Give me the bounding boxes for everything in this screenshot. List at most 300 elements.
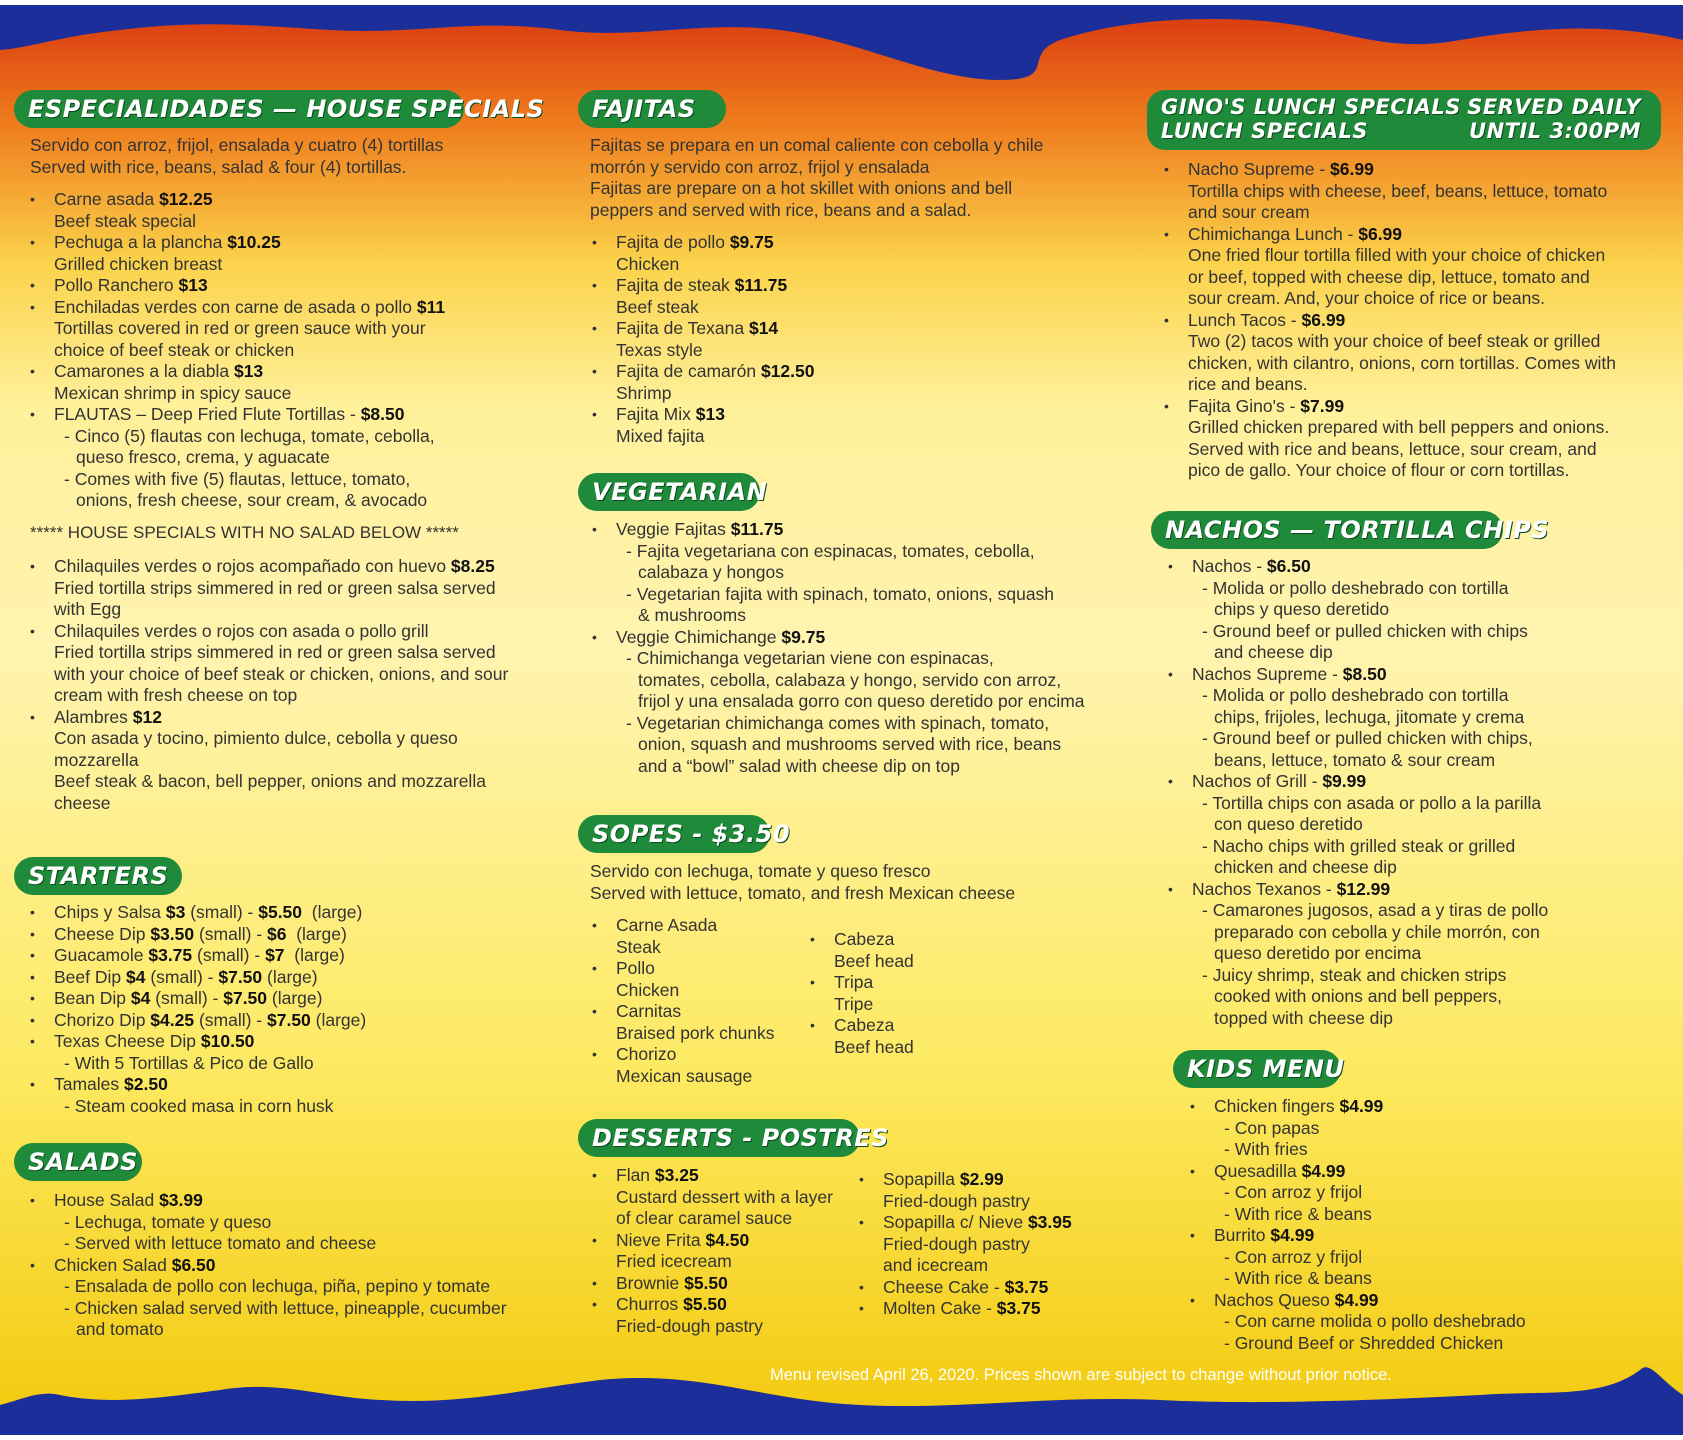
house-specials-heading: ESPECIALIDADES — HOUSE SPECIALS <box>14 90 464 128</box>
item-description: Braised pork chunks <box>616 1022 775 1043</box>
item-description: queso fresco, crema, y aguacate <box>76 447 330 467</box>
item-price: $6.99 <box>1358 223 1403 244</box>
intro-line: Servido con lechuga, tomate y queso fresco <box>590 861 931 881</box>
menu-item <box>857 1212 1117 1277</box>
item-name: Burrito <box>1214 1225 1271 1245</box>
item-description: choice of beef steak or chicken <box>54 339 295 360</box>
salads-list <box>28 1190 548 1341</box>
menu-item <box>28 1255 548 1341</box>
item-description: - Fajita vegetariana con espinacas, tomates, cebolla, <box>626 540 1035 561</box>
item-price: $4.50 <box>705 1229 750 1250</box>
item-description: Mexican shrimp in spicy sauce <box>54 382 292 403</box>
item-name: (large) <box>267 988 323 1008</box>
item-name: Molten Cake - <box>883 1298 997 1318</box>
starters-list <box>28 902 548 1117</box>
item-price: $7.50 <box>267 1009 311 1030</box>
item-price: $5.50 <box>258 902 303 922</box>
menu-item <box>28 988 548 1010</box>
item-name: Carnitas <box>616 1001 682 1021</box>
item-name: (large) <box>284 945 345 965</box>
item-name: Veggie Chimichange <box>616 626 782 647</box>
item-description: & mushrooms <box>638 605 746 625</box>
menu-item <box>28 924 548 946</box>
item-price: $3.75 <box>148 945 193 965</box>
item-price: $6.50 <box>1266 556 1311 576</box>
item-price: $13 <box>695 404 725 424</box>
item-description: chicken and cheese dip <box>1214 857 1397 877</box>
item-description: - Nacho chips with grilled steak or grilled <box>1202 835 1516 856</box>
item-name: Nachos Queso <box>1214 1289 1335 1310</box>
item-description: and a “bowl” salad with cheese dip on top <box>638 755 961 776</box>
menu-footer-note: Menu revised April 26, 2020. Prices shown are subject to change without prior notice. <box>770 1366 1392 1384</box>
item-price: $10.50 <box>200 1031 255 1051</box>
item-name: Chorizo Dip <box>54 1009 151 1030</box>
menu-item <box>28 556 548 621</box>
menu-item <box>1166 664 1666 772</box>
item-name: Veggie Fajitas <box>616 519 731 539</box>
item-name: (large) <box>262 966 318 987</box>
item-description: Beef steak special <box>54 210 197 231</box>
nachos-list <box>1166 556 1666 1029</box>
menu-item <box>28 1010 548 1032</box>
sopes-list-left <box>590 915 800 1087</box>
item-description: - Chimichanga vegetarian viene con espinacas, <box>626 648 994 668</box>
item-name: (large) <box>302 902 363 922</box>
item-name: (small) - <box>194 1009 267 1030</box>
item-description: - Lechuga, tomate y queso <box>64 1211 272 1232</box>
item-price: $4.99 <box>1270 1225 1315 1245</box>
menu-item <box>28 361 538 404</box>
menu-item <box>1162 396 1662 482</box>
item-name: Alambres <box>54 706 133 727</box>
item-name: Pechuga a la plancha <box>54 232 228 252</box>
menu-item <box>28 1031 548 1074</box>
menu-item <box>590 915 800 958</box>
lunch-served-daily <box>1467 95 1641 143</box>
item-description: cheese <box>54 792 111 813</box>
item-price: $3.75 <box>1004 1276 1049 1297</box>
item-description: and cheese dip <box>1214 642 1333 662</box>
item-name: Nachos Supreme - <box>1192 663 1343 684</box>
item-description: chips y queso deretido <box>1214 599 1390 619</box>
item-description: Fried-dough pastry <box>883 1233 1030 1254</box>
kids-menu-heading: KIDS MENU <box>1173 1050 1341 1088</box>
item-name: (small) - <box>194 923 268 944</box>
item-description: Tripe <box>834 993 874 1014</box>
item-price: $5.50 <box>683 1294 727 1314</box>
item-price: $4 <box>130 988 151 1008</box>
item-description: Chicken <box>616 979 680 1000</box>
item-description: - Ground Beef or Shredded Chicken <box>1224 1332 1504 1353</box>
menu-item <box>1188 1161 1668 1226</box>
item-price: $7.50 <box>218 966 263 987</box>
item-name: Lunch Tacos - <box>1188 309 1302 330</box>
item-name: Churros <box>616 1294 684 1314</box>
item-price: $2.99 <box>959 1169 1004 1189</box>
menu-item <box>590 232 1070 275</box>
desserts-heading: DESSERTS - POSTRES <box>578 1119 860 1157</box>
item-description: rice and beans. <box>1188 374 1308 394</box>
item-name: Guacamole <box>54 945 149 965</box>
intro-line: Served with rice, beans, salad & four (4) tortillas. <box>30 156 407 177</box>
house-specials-no-salad-list <box>28 556 548 814</box>
item-price: $12.25 <box>159 189 213 209</box>
item-name: Chicken Salad <box>54 1254 172 1275</box>
item-name: Nieve Frita <box>616 1229 706 1250</box>
menu-item <box>28 707 548 815</box>
menu-item <box>590 1001 800 1044</box>
item-name: Bean Dip <box>54 988 131 1008</box>
item-name: Chilaquiles verdes o rojos con asada o pollo grill <box>54 620 429 641</box>
item-description: - Con papas <box>1224 1117 1320 1138</box>
lunch-served-line2: UNTIL 3:00PM <box>1469 119 1641 143</box>
item-description: mozzarella <box>54 749 139 770</box>
menu-item <box>1188 1096 1668 1161</box>
menu-item <box>590 1273 855 1295</box>
item-name: Flan <box>616 1165 655 1185</box>
item-name: Camarones a la diabla <box>54 361 234 381</box>
menu-item <box>808 972 1008 1015</box>
item-name: (small) - <box>192 945 266 965</box>
menu-item <box>857 1298 1117 1320</box>
item-name: FLAUTAS – Deep Fried Flute Tortillas - <box>54 404 361 424</box>
desserts-list-left <box>590 1165 855 1337</box>
item-description: and icecream <box>883 1255 989 1275</box>
item-price: $11.75 <box>730 519 784 539</box>
item-description: - With fries <box>1224 1139 1308 1159</box>
menu-item <box>590 627 1110 778</box>
fajitas-heading: FAJITAS <box>578 90 726 128</box>
item-name: (small) - <box>150 988 224 1008</box>
item-name: Cheese Cake - <box>883 1276 1005 1297</box>
item-price: $4.99 <box>1339 1096 1384 1116</box>
menu-item <box>1188 1225 1668 1290</box>
item-price: $3.75 <box>996 1298 1041 1318</box>
item-price: $12.99 <box>1336 878 1391 899</box>
item-description: - Molida or pollo deshebrado con tortilla <box>1202 685 1509 705</box>
lunch-title-line2: LUNCH SPECIALS <box>1161 119 1369 143</box>
item-price: $9.75 <box>729 232 774 252</box>
item-description: - Con arroz y frijol <box>1224 1246 1363 1267</box>
item-description: Beef head <box>834 950 914 971</box>
item-name: Fajita de camarón <box>616 361 761 381</box>
menu-item <box>590 1044 800 1087</box>
house-specials-intro <box>30 135 540 178</box>
item-price: $12.50 <box>760 361 815 381</box>
item-description: - Comes with five (5) flautas, lettuce, tomato, <box>64 468 411 489</box>
item-description: Chicken <box>616 253 680 274</box>
lunch-served-line1: SERVED DAILY <box>1467 95 1641 119</box>
menu-item <box>590 404 1070 447</box>
item-description: cream with fresh cheese on top <box>54 685 298 705</box>
item-name: Sopapilla c/ Nieve <box>883 1212 1028 1232</box>
item-price: $4 <box>125 966 146 987</box>
item-description: Two (2) tacos with your choice of beef steak or grilled <box>1188 331 1601 351</box>
item-name: Tamales <box>54 1074 125 1094</box>
item-description: onions, fresh cheese, sour cream, & avocado <box>76 490 428 510</box>
vegetarian-list <box>590 519 1110 777</box>
item-price: $14 <box>748 318 779 338</box>
item-description: Beef steak & bacon, bell pepper, onions and mozzarella <box>54 771 486 791</box>
menu-item <box>28 902 548 924</box>
item-name: Cheese Dip <box>54 923 151 944</box>
item-price: $9.99 <box>1322 771 1367 791</box>
item-name: Fajita Mix <box>616 404 696 424</box>
item-description: con queso deretido <box>1214 814 1363 834</box>
item-description: - Con carne molida o pollo deshebrado <box>1224 1311 1526 1331</box>
item-description: pico de gallo. Your choice of flour or corn tortillas. <box>1188 460 1570 480</box>
item-description: Fried-dough pastry <box>883 1190 1030 1211</box>
item-price: $7 <box>265 945 285 965</box>
item-name: Chorizo <box>616 1044 677 1064</box>
item-description: - Chicken salad served with lettuce, pineapple, cucumber <box>64 1297 507 1318</box>
item-description: queso deretido por encima <box>1214 943 1422 963</box>
item-price: $13 <box>178 275 208 295</box>
item-description: - Steam cooked masa in corn husk <box>64 1095 334 1116</box>
menu-item <box>1188 1290 1668 1355</box>
menu-item <box>590 1294 855 1337</box>
item-description: Beef head <box>834 1036 914 1057</box>
intro-line: Fajitas are prepare on a hot skillet with onions and bell <box>590 178 1013 198</box>
item-description: Fried icecream <box>616 1251 732 1271</box>
item-name: (small) - <box>185 902 259 922</box>
item-description: - Camarones jugosos, asad a y tiras de pollo <box>1202 900 1549 920</box>
item-name: Chicken fingers <box>1214 1096 1340 1116</box>
item-price: $6.50 <box>171 1254 216 1275</box>
item-name: Fajita de pollo <box>616 232 730 252</box>
item-description: onion, squash and mushrooms served with rice, beans <box>638 734 1062 754</box>
intro-line: Served with lettuce, tomato, and fresh Mexican cheese <box>590 882 1016 903</box>
menu-item <box>1162 310 1662 396</box>
item-description: frijol y una ensalada gorro con queso deretido por encima <box>638 691 1085 711</box>
item-description: - Served with lettuce tomato and cheese <box>64 1233 377 1253</box>
menu-item <box>28 1074 548 1117</box>
item-description: Fried-dough pastry <box>616 1315 763 1336</box>
item-description: - Ground beef or pulled chicken with chips <box>1202 620 1528 641</box>
item-name: Fajita de steak <box>616 275 735 295</box>
item-price: $6.99 <box>1301 309 1346 330</box>
item-name: Nacho Supreme - <box>1188 159 1331 179</box>
fajitas-intro <box>590 135 1090 221</box>
fajitas-list <box>590 232 1070 447</box>
item-description: - With rice & beans <box>1224 1268 1372 1288</box>
item-description: Tortilla chips with cheese, beef, beans, lettuce, tomato <box>1188 180 1608 201</box>
menu-item <box>857 1277 1117 1299</box>
item-name: Texas Cheese Dip <box>54 1031 201 1051</box>
item-description: with Egg <box>54 599 122 619</box>
menu-item <box>28 945 548 967</box>
item-price: $13 <box>233 361 264 381</box>
item-price: $8.50 <box>360 404 405 424</box>
item-description: - Ground beef or pulled chicken with chips, <box>1202 728 1533 748</box>
item-price: $7.50 <box>223 988 268 1008</box>
menu-item <box>28 232 538 275</box>
item-description: or beef, topped with cheese dip, lettuce, tomato and <box>1188 266 1590 287</box>
item-description: - With rice & beans <box>1224 1203 1372 1224</box>
item-price: $4.99 <box>1334 1289 1379 1310</box>
menu-item <box>28 967 548 989</box>
menu-item <box>808 1015 1008 1058</box>
nachos-heading: NACHOS — TORTILLA CHIPS <box>1151 511 1503 549</box>
item-description: tomates, cebolla, calabaza y hongo, servido con arroz, <box>638 669 1062 690</box>
item-description: Served with rice and beans, lettuce, sour cream, and <box>1188 438 1597 459</box>
menu-item <box>1162 224 1662 310</box>
item-name: Fajita de Texana <box>616 318 749 338</box>
menu-item <box>590 1230 855 1273</box>
item-price: $8.50 <box>1342 663 1387 684</box>
item-description: and sour cream <box>1188 202 1310 222</box>
item-description: - Juicy shrimp, steak and chicken strips <box>1202 964 1507 985</box>
item-name: Nachos Texanos - <box>1192 878 1337 899</box>
item-price: $2.50 <box>124 1074 168 1094</box>
item-description: Beef steak <box>616 296 699 317</box>
menu-item <box>590 958 800 1001</box>
item-description: - Vegetarian chimichanga comes with spinach, tomato, <box>626 712 1050 733</box>
item-description: Mexican sausage <box>616 1065 753 1086</box>
item-price: $3.99 <box>159 1190 203 1210</box>
item-description: - Vegetarian fajita with spinach, tomato, onions, squash <box>626 583 1055 604</box>
item-description: chips, frijoles, lechuga, jitomate y crema <box>1214 706 1525 727</box>
item-description: Mixed fajita <box>616 425 705 446</box>
item-description: - Molida or pollo deshebrado con tortilla <box>1202 577 1509 598</box>
sopes-heading: SOPES - $3.50 <box>578 815 770 853</box>
item-description: and tomato <box>76 1319 164 1339</box>
sopes-intro <box>590 861 1090 904</box>
item-name: Carne asada <box>54 189 160 209</box>
item-name: Cabeza <box>834 1015 895 1035</box>
item-name: Pollo <box>616 958 655 978</box>
item-name: Fajita Gino's - <box>1188 395 1301 416</box>
menu-item <box>28 404 538 512</box>
item-price: $5.50 <box>684 1272 728 1293</box>
item-name: (large) <box>310 1009 367 1030</box>
item-description: Shrimp <box>616 382 672 403</box>
item-name: Brownie <box>616 1272 685 1293</box>
item-name: Tripa <box>834 972 874 992</box>
item-description: - Cinco (5) flautas con lechuga, tomate, cebolla, <box>64 425 435 446</box>
item-name: Chips y Salsa <box>54 902 166 922</box>
item-description: Custard dessert with a layer <box>616 1186 833 1207</box>
menu-item <box>857 1169 1117 1212</box>
intro-line: morrón y servido con arroz, frijol y ensalada <box>590 156 930 177</box>
menu-item <box>590 361 1070 404</box>
item-price: $9.75 <box>781 626 826 647</box>
menu-item <box>28 621 548 707</box>
item-description: Fried tortilla strips simmered in red or green salsa served <box>54 642 496 662</box>
item-name: (large) <box>286 923 347 944</box>
item-description: chicken, with cilantro, onions, corn tortillas. Comes with <box>1188 352 1616 373</box>
item-description: - With 5 Tortillas & Pico de Gallo <box>64 1052 314 1073</box>
item-price: $3.50 <box>150 923 195 944</box>
lunch-title-line1: GINO'S LUNCH SPECIALS <box>1161 95 1461 119</box>
vegetarian-heading: VEGETARIAN <box>578 473 760 511</box>
item-price: $4.99 <box>1301 1160 1346 1181</box>
item-price: $3.25 <box>654 1165 699 1185</box>
item-name: Carne Asada <box>616 915 718 935</box>
menu-item <box>590 318 1070 361</box>
item-name: (small) - <box>145 966 219 987</box>
menu-item <box>28 1190 548 1255</box>
item-description: topped with cheese dip <box>1214 1007 1394 1028</box>
item-description: Texas style <box>616 339 703 360</box>
item-name: Nachos of Grill - <box>1192 771 1323 791</box>
item-price: $4.25 <box>150 1009 195 1030</box>
house-specials-note: ***** HOUSE SPECIALS WITH NO SALAD BELOW ***** <box>30 523 459 542</box>
menu-item <box>28 297 538 362</box>
menu-item <box>808 929 1008 972</box>
item-name: Enchiladas verdes con carne de asada o pollo <box>54 296 417 317</box>
menu-item <box>1166 556 1666 664</box>
item-description: One fried flour tortilla filled with your choice of chicken <box>1188 245 1606 265</box>
item-name: Sopapilla <box>883 1169 960 1189</box>
item-name: Cabeza <box>834 929 895 949</box>
desserts-list-right <box>857 1169 1117 1320</box>
lunch-specials-list <box>1162 159 1662 482</box>
menu-item <box>1166 879 1666 1030</box>
item-description: preparado con cebolla y chile morrón, con <box>1214 921 1540 942</box>
item-price: $6 <box>267 923 287 944</box>
item-name: Beef Dip <box>54 966 126 987</box>
menu-item <box>28 189 538 232</box>
item-name: Chilaquiles verdes o rojos acompañado con huevo <box>54 556 451 576</box>
item-name: House Salad <box>54 1190 160 1210</box>
intro-line: Servido con arroz, frijol, ensalada y cuatro (4) tortillas <box>30 135 444 155</box>
item-name: Quesadilla <box>1214 1160 1302 1181</box>
item-description: beans, lettuce, tomato & sour cream <box>1214 749 1496 770</box>
menu-item <box>590 519 1110 627</box>
item-price: $10.25 <box>227 232 281 252</box>
item-description: sour cream. And, your choice of rice or beans. <box>1188 288 1545 308</box>
item-description: Steak <box>616 936 661 957</box>
item-description: calabaza y hongos <box>638 562 784 582</box>
menu-item <box>590 1165 855 1230</box>
kids-menu-list <box>1188 1096 1668 1354</box>
item-price: $3 <box>165 902 186 922</box>
item-price: $3.95 <box>1027 1212 1072 1232</box>
salads-heading: SALADS <box>14 1143 142 1181</box>
item-description: - Tortilla chips con asada or pollo a la parilla <box>1202 792 1542 813</box>
lunch-specials-heading <box>1147 90 1661 150</box>
item-description: Grilled chicken breast <box>54 253 223 274</box>
item-description: Con asada y tocino, pimiento dulce, cebolla y queso <box>54 728 458 748</box>
menu-item <box>28 275 538 297</box>
sopes-list-right <box>808 929 1008 1058</box>
intro-line: peppers and served with rice, beans and a salad. <box>590 199 972 220</box>
intro-line: Fajitas se prepara en un comal caliente con cebolla y chile <box>590 135 1044 155</box>
item-name: Nachos - <box>1192 556 1267 576</box>
item-description: Fried tortilla strips simmered in red or green salsa served <box>54 577 496 598</box>
menu-item <box>1166 771 1666 879</box>
item-price: $6.99 <box>1330 159 1374 179</box>
house-specials-list <box>28 189 538 512</box>
item-description: Grilled chicken prepared with bell peppers and onions. <box>1188 417 1610 437</box>
item-price: $11.75 <box>734 275 788 295</box>
item-name: Pollo Ranchero <box>54 275 179 295</box>
item-description: - Con arroz y frijol <box>1224 1182 1363 1202</box>
item-price: $7.99 <box>1300 395 1345 416</box>
item-description: of clear caramel sauce <box>616 1208 793 1228</box>
item-description: with your choice of beef steak or chicken, onions, and sour <box>54 663 509 684</box>
starters-heading: STARTERS <box>14 857 182 895</box>
item-price: $12 <box>132 706 162 727</box>
item-description: Tortillas covered in red or green sauce with your <box>54 318 426 338</box>
item-name: Chimichanga Lunch - <box>1188 223 1359 244</box>
menu-item <box>590 275 1070 318</box>
item-description: - Ensalada de pollo con lechuga, piña, pepino y tomate <box>64 1276 491 1296</box>
item-price: $11 <box>416 296 446 317</box>
item-description: cooked with onions and bell peppers, <box>1214 986 1502 1006</box>
menu-item <box>1162 159 1662 224</box>
